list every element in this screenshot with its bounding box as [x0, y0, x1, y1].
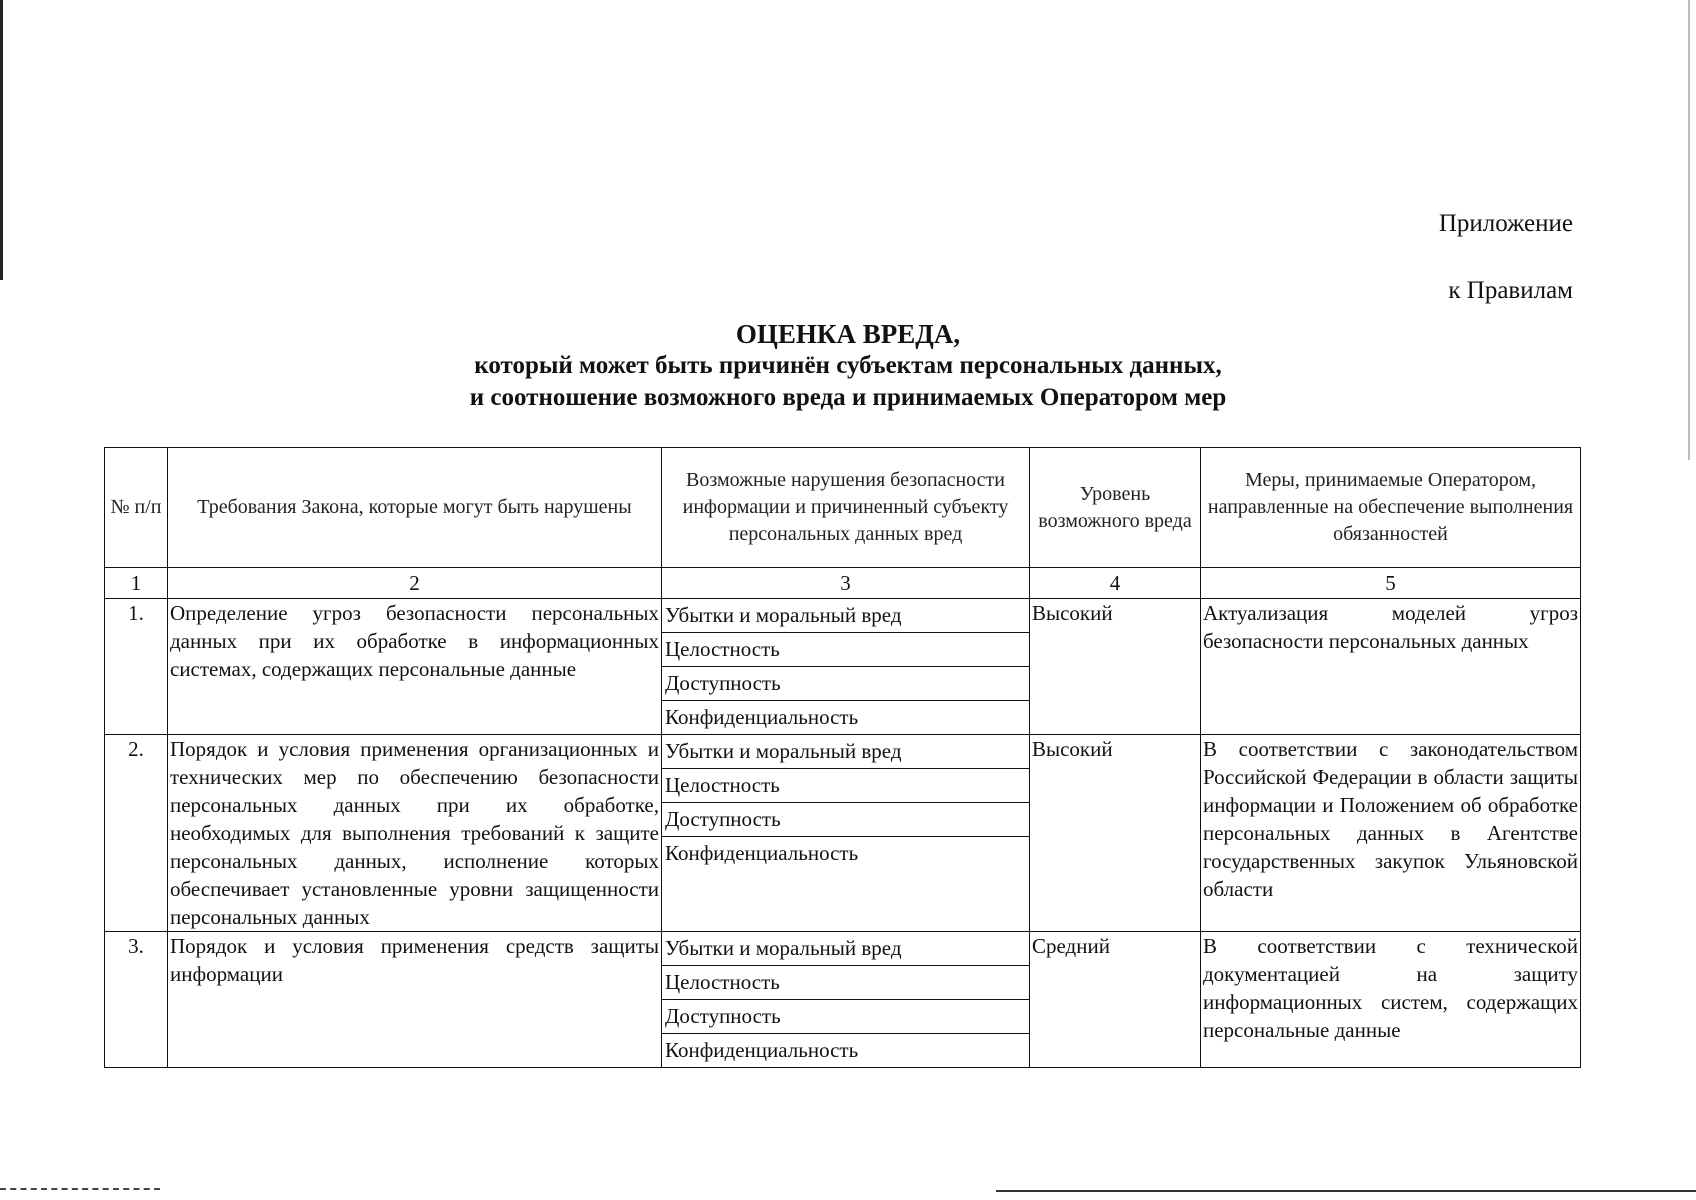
document-title: [0, 318, 1696, 414]
table-row: [105, 599, 1581, 735]
violation-item: Убытки и моральный вред: [662, 735, 1029, 769]
header-violations: Возможные нарушения безопасности информации и причиненный субъекту персональных данных вред: [662, 448, 1030, 568]
header-harm-level: Уровень возможного вреда: [1030, 448, 1201, 568]
scan-artifact-bottom-right: [996, 1190, 1696, 1192]
appendix-line-2: к Правилам: [1448, 277, 1573, 304]
appendix-note: [1439, 190, 1573, 324]
column-index: 4: [1030, 568, 1201, 599]
column-index: 1: [105, 568, 168, 599]
harm-level: Высокий: [1030, 735, 1201, 932]
violation-item: Доступность: [662, 803, 1029, 837]
violation-item: Целостность: [662, 769, 1029, 803]
violation-item: Конфиденциальность: [665, 841, 859, 865]
row-number: 3.: [105, 932, 168, 1068]
table-row: [105, 735, 1581, 932]
column-index-row: [105, 568, 1581, 599]
scan-artifact-bottom-left: [0, 1188, 160, 1192]
title-line-2: который может быть причинён субъектам персональных данных,: [474, 352, 1222, 379]
measures-text: В соответствии с технической документацией на защиту информационных систем, содержащих персональные данные: [1201, 932, 1581, 1068]
harm-level: Высокий: [1030, 599, 1201, 735]
requirement-text: Определение угроз безопасности персональных данных при их обработке в информационных системах, содержащих персональные данные: [168, 599, 662, 735]
title-line-3: и соотношение возможного вреда и принимаемых Оператором мер: [469, 384, 1227, 411]
violation-item: Конфиденциальность: [665, 705, 859, 729]
violation-item: Доступность: [662, 1000, 1029, 1034]
requirement-text: Порядок и условия применения средств защиты информации: [168, 932, 662, 1068]
harm-level: Средний: [1030, 932, 1201, 1068]
violation-item: Убытки и моральный вред: [662, 599, 1029, 633]
violation-item: Доступность: [662, 667, 1029, 701]
violation-item: Целостность: [662, 966, 1029, 1000]
violations-cell: [662, 599, 1030, 735]
table-row: [105, 932, 1581, 1068]
header-measures: Меры, принимаемые Оператором, направленные на обеспечение выполнения обязанностей: [1201, 448, 1581, 568]
header-number: № п/п: [105, 448, 168, 568]
violations-cell: [662, 735, 1030, 932]
appendix-line-1: Приложение: [1438, 210, 1573, 237]
violation-item: Конфиденциальность: [665, 1038, 859, 1062]
requirement-text: Порядок и условия применения организационных и технических мер по обеспечению безопасности персональных данных при их обработке, необходимых для выполнения требований к защите персональных данных, исполнение которых обеспечивает установленные уровни защищенности персональных данных: [168, 735, 662, 932]
header-requirements: Требования Закона, которые могут быть нарушены: [168, 448, 662, 568]
column-index: 5: [1201, 568, 1581, 599]
column-index: 3: [662, 568, 1030, 599]
violation-item: Целостность: [662, 633, 1029, 667]
column-index: 2: [168, 568, 662, 599]
title-line-1: ОЦЕНКА ВРЕДА,: [735, 319, 961, 349]
violations-cell: [662, 932, 1030, 1068]
harm-assessment-table: [104, 447, 1581, 1068]
scan-edge-left: [0, 0, 3, 280]
row-number: 2.: [105, 735, 168, 932]
header-row: [105, 448, 1581, 568]
violation-item: Убытки и моральный вред: [662, 932, 1029, 966]
measures-text: Актуализация моделей угроз безопасности персональных данных: [1201, 599, 1581, 735]
measures-text: В соответствии с законодательством Российской Федерации в области защиты информации и Положением об обработке персональных данных в Агентстве государственных закупок Ульяновской области: [1201, 735, 1581, 932]
row-number: 1.: [105, 599, 168, 735]
